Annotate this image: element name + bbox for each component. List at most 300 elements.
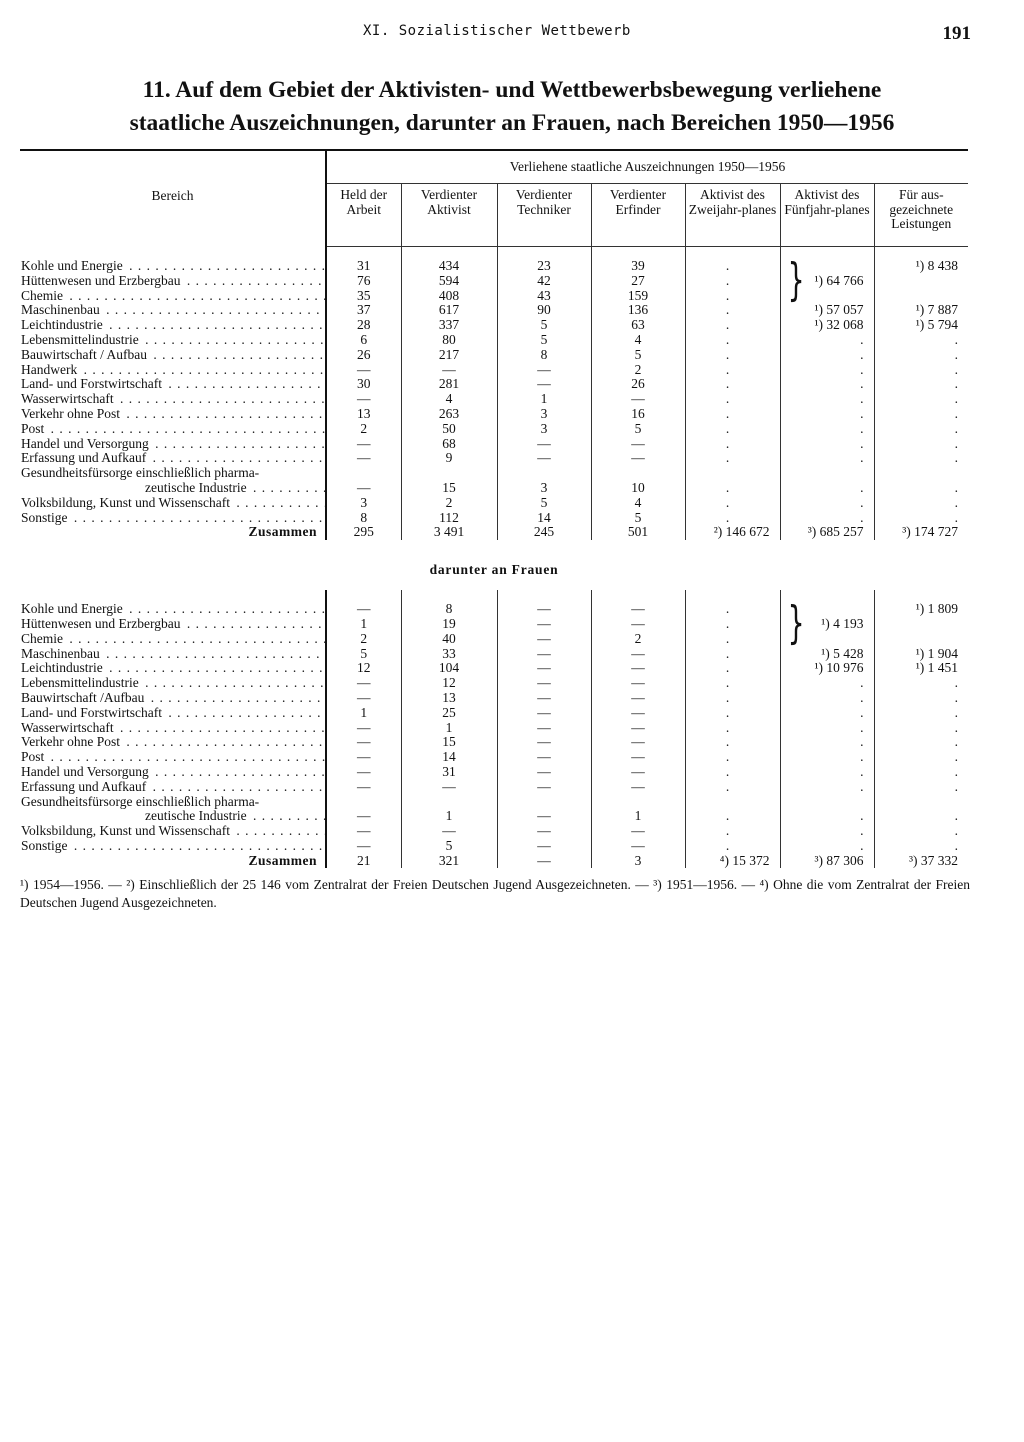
table-cell: 3	[326, 496, 401, 511]
table-cell: —	[497, 617, 591, 632]
table-cell: 50	[401, 422, 497, 437]
column-header-bereich: Bereich	[20, 150, 326, 247]
table-cell: 63	[591, 318, 685, 333]
total-cell: 3 491	[401, 525, 497, 540]
table-cell	[874, 795, 968, 810]
table-cell: —	[497, 451, 591, 466]
table-cell: —	[326, 765, 401, 780]
table-cell: 19	[401, 617, 497, 632]
table-cell: .	[780, 780, 874, 795]
table-cell: .	[780, 437, 874, 452]
table-cell: 6	[326, 333, 401, 348]
table-cell: 80	[401, 333, 497, 348]
table-row	[20, 647, 968, 662]
row-label: Kohle und Energie . . .	[20, 259, 326, 274]
total-cell: ³) 87 306	[780, 854, 874, 869]
table-cell: —	[326, 780, 401, 795]
table-cell: —	[591, 706, 685, 721]
table-cell: —	[591, 602, 685, 617]
table-cell: 12	[326, 661, 401, 676]
table-cell: 27	[591, 274, 685, 289]
row-label: Lebensmittelindustrie . . .	[20, 333, 326, 348]
total-cell: —	[497, 854, 591, 869]
table-cell: —	[326, 839, 401, 854]
table-title-line1: 11. Auf dem Gebiet der Aktivisten- und Wettbewerbsbewegung verliehene	[142, 77, 882, 103]
table-cell: .	[874, 809, 968, 824]
group-header: Verliehene staatliche Auszeichnungen 1950—1956	[326, 150, 968, 184]
table-cell: 33	[401, 647, 497, 662]
table-cell: ¹) 1 904	[874, 647, 968, 662]
table-cell: —	[497, 661, 591, 676]
table-cell: .	[685, 496, 780, 511]
row-label: zeutische Industrie . . .	[20, 809, 326, 824]
table-cell: .	[685, 333, 780, 348]
row-label: Land- und Forstwirtschaft . . .	[20, 706, 326, 721]
table-cell	[685, 466, 780, 481]
table-row	[20, 348, 968, 363]
table-cell: —	[497, 721, 591, 736]
table-cell: —	[401, 780, 497, 795]
table-cell: 25	[401, 706, 497, 721]
table-cell: .	[874, 377, 968, 392]
table-cell: .	[780, 348, 874, 363]
total-row	[20, 525, 968, 540]
row-label: Erfassung und Aufkauf . . .	[20, 780, 326, 795]
total-cell: ²) 146 672	[685, 525, 780, 540]
table-cell: .	[685, 303, 780, 318]
table-cell: 3	[497, 481, 591, 496]
table-cell: .	[874, 735, 968, 750]
table-cell: .	[685, 809, 780, 824]
table-cell: —	[591, 824, 685, 839]
table-cell: ¹) 4 193	[780, 617, 874, 632]
table-cell: —	[591, 676, 685, 691]
table-row	[20, 617, 968, 632]
row-label: Verkehr ohne Post . . .	[20, 735, 326, 750]
table-cell: 1	[591, 809, 685, 824]
table-cell: 30	[326, 377, 401, 392]
table-row	[20, 632, 968, 647]
table-cell: —	[497, 602, 591, 617]
row-label: Land- und Forstwirtschaft . . .	[20, 377, 326, 392]
table-cell	[326, 466, 401, 481]
row-label: Verkehr ohne Post . . .	[20, 407, 326, 422]
row-label: Volksbildung, Kunst und Wissenschaft . . .	[20, 824, 326, 839]
table-cell: .	[685, 363, 780, 378]
table-cell	[497, 466, 591, 481]
table-title-line2: staatliche Auszeichnungen, darunter an Frauen, nach Bereichen 1950—1956	[129, 110, 895, 136]
row-label: Leichtindustrie . . .	[20, 318, 326, 333]
table-body-women	[20, 590, 968, 868]
table-cell: .	[780, 481, 874, 496]
table-cell: .	[685, 511, 780, 526]
row-label: Maschinenbau . . .	[20, 303, 326, 318]
table-cell: .	[685, 407, 780, 422]
table-cell: .	[685, 661, 780, 676]
table-cell: 2	[591, 363, 685, 378]
table-row	[20, 274, 968, 289]
table-cell: .	[780, 363, 874, 378]
table-cell: 2	[401, 496, 497, 511]
table-cell: .	[685, 706, 780, 721]
table-cell: —	[591, 721, 685, 736]
table-cell	[780, 795, 874, 810]
table-cell: —	[497, 437, 591, 452]
grouping-brace: }	[787, 598, 805, 650]
table-cell: 39	[591, 259, 685, 274]
table-cell	[874, 617, 968, 632]
table-row	[20, 780, 968, 795]
table-cell: —	[497, 676, 591, 691]
table-cell: ¹) 1 451	[874, 661, 968, 676]
table-cell: 263	[401, 407, 497, 422]
table-cell: 42	[497, 274, 591, 289]
table-cell: .	[874, 363, 968, 378]
table-cell: —	[326, 602, 401, 617]
table-cell: .	[780, 496, 874, 511]
table-cell: .	[685, 348, 780, 363]
subheading-women: darunter an Frauen	[429, 561, 559, 577]
table-cell: .	[685, 691, 780, 706]
table-cell	[874, 289, 968, 304]
table-cell: .	[685, 422, 780, 437]
table-cell: —	[326, 451, 401, 466]
row-label: Wasserwirtschaft . . .	[20, 721, 326, 736]
table-cell: .	[874, 676, 968, 691]
table-cell: 281	[401, 377, 497, 392]
table-cell: —	[591, 661, 685, 676]
table-cell: .	[874, 407, 968, 422]
table-cell: 28	[326, 318, 401, 333]
table-cell: —	[591, 735, 685, 750]
table-cell: 5	[497, 496, 591, 511]
table-cell: 617	[401, 303, 497, 318]
table-cell: .	[685, 839, 780, 854]
row-label: Bauwirtschaft /Aufbau . . .	[20, 691, 326, 706]
table-cell: .	[874, 780, 968, 795]
table-cell: —	[497, 735, 591, 750]
grouping-brace: }	[787, 255, 805, 306]
table-cell: 104	[401, 661, 497, 676]
table-row	[20, 750, 968, 765]
footnotes: ¹) 1954—1956. — ²) Einschließlich der 25 146 vom Zentralrat der Freien Deutschen Jugend Ausgezeichneten. — ³) 1951—1956. — ⁴) Ohne die vom Zentralrat der Freien Deutschen Jugend Ausgezeichneten.	[20, 877, 970, 910]
table-cell: 1	[326, 706, 401, 721]
table-cell	[591, 795, 685, 810]
row-label: Wasserwirtschaft . . .	[20, 392, 326, 407]
table-cell: .	[685, 632, 780, 647]
table-cell	[874, 274, 968, 289]
table-cell: —	[497, 809, 591, 824]
table-cell: ¹) 32 068	[780, 318, 874, 333]
table-cell: .	[685, 392, 780, 407]
row-label: Post . . .	[20, 422, 326, 437]
table-cell: ¹) 1 809	[874, 602, 968, 617]
table-row	[20, 377, 968, 392]
row-label: Lebensmittelindustrie . . .	[20, 676, 326, 691]
table-cell: .	[685, 602, 780, 617]
total-row	[20, 854, 968, 869]
table-row	[20, 318, 968, 333]
row-label: Bauwirtschaft / Aufbau . . .	[20, 348, 326, 363]
column-header: Aktivist des Fünfjahr-planes	[780, 184, 874, 247]
table-cell: —	[591, 647, 685, 662]
table-row	[20, 839, 968, 854]
table-cell: —	[326, 809, 401, 824]
table-cell: .	[874, 691, 968, 706]
table-cell: —	[326, 392, 401, 407]
table-cell: 2	[326, 632, 401, 647]
table-cell: ¹) 57 057	[780, 303, 874, 318]
awards-table	[20, 149, 968, 868]
table-cell: .	[874, 824, 968, 839]
table-cell: 337	[401, 318, 497, 333]
table-cell: —	[401, 363, 497, 378]
table-cell: .	[685, 647, 780, 662]
table-cell: 14	[401, 750, 497, 765]
table-cell: 5	[591, 422, 685, 437]
table-cell: —	[497, 691, 591, 706]
table-row	[20, 511, 968, 526]
table-cell: .	[685, 451, 780, 466]
column-header: Verdienter Techniker	[497, 184, 591, 247]
table-row	[20, 481, 968, 496]
table-cell: 13	[401, 691, 497, 706]
table-row	[20, 259, 968, 274]
table-cell: 3	[497, 407, 591, 422]
table-cell: .	[780, 511, 874, 526]
table-cell: —	[591, 750, 685, 765]
table-cell: .	[685, 750, 780, 765]
table-cell: —	[497, 780, 591, 795]
table-cell: 31	[326, 259, 401, 274]
table-cell: 5	[591, 348, 685, 363]
table-cell: 2	[326, 422, 401, 437]
total-cell: 321	[401, 854, 497, 869]
table-cell: 1	[497, 392, 591, 407]
table-cell: .	[685, 437, 780, 452]
table-cell: 1	[401, 809, 497, 824]
row-label: Volksbildung, Kunst und Wissenschaft . . .	[20, 496, 326, 511]
row-label: Sonstige . . .	[20, 839, 326, 854]
table-cell: .	[780, 824, 874, 839]
total-cell: ³) 685 257	[780, 525, 874, 540]
table-row	[20, 676, 968, 691]
table-cell	[326, 795, 401, 810]
table-cell: 159	[591, 289, 685, 304]
table-row	[20, 422, 968, 437]
table-row	[20, 289, 968, 304]
table-cell: —	[401, 824, 497, 839]
table-cell: .	[685, 274, 780, 289]
table-cell: .	[780, 377, 874, 392]
table-cell: 5	[497, 318, 591, 333]
table-cell: .	[874, 333, 968, 348]
table-cell: .	[780, 422, 874, 437]
row-label: Hüttenwesen und Erzbergbau . . .	[20, 617, 326, 632]
total-cell: 501	[591, 525, 685, 540]
table-row	[20, 602, 968, 617]
table-cell: 23	[497, 259, 591, 274]
page-number: 191	[942, 23, 971, 44]
table-cell	[401, 466, 497, 481]
row-label: Chemie . . .	[20, 632, 326, 647]
row-label: zeutische Industrie . . .	[20, 481, 326, 496]
table-cell	[497, 795, 591, 810]
total-cell: 295	[326, 525, 401, 540]
total-label: Zusammen	[248, 853, 317, 868]
table-cell: .	[780, 691, 874, 706]
table-cell: 408	[401, 289, 497, 304]
total-cell: ³) 174 727	[874, 525, 968, 540]
table-cell: 5	[591, 511, 685, 526]
table-cell: .	[780, 333, 874, 348]
total-cell: ⁴) 15 372	[685, 854, 780, 869]
table-cell	[685, 795, 780, 810]
table-row	[20, 496, 968, 511]
table-cell: .	[874, 839, 968, 854]
table-cell: —	[326, 437, 401, 452]
table-cell: .	[780, 676, 874, 691]
table-cell: 2	[591, 632, 685, 647]
table-cell: —	[591, 765, 685, 780]
subheading-section	[20, 540, 968, 590]
column-header: Verdienter Aktivist	[401, 184, 497, 247]
section-title: XI. Sozialistischer Wettbewerb	[363, 23, 631, 39]
table-cell: —	[497, 632, 591, 647]
table-cell: 13	[326, 407, 401, 422]
table-cell: .	[874, 451, 968, 466]
table-cell: ¹) 64 766	[780, 274, 874, 289]
table-row	[20, 824, 968, 839]
table-cell	[780, 466, 874, 481]
table-cell: .	[780, 407, 874, 422]
table-cell: .	[780, 392, 874, 407]
table-cell: —	[326, 691, 401, 706]
table-cell: .	[780, 721, 874, 736]
table-cell: ¹) 7 887	[874, 303, 968, 318]
table-cell: .	[780, 839, 874, 854]
table-cell: —	[591, 691, 685, 706]
table-cell: —	[326, 721, 401, 736]
table-cell: 1	[401, 721, 497, 736]
table-cell: 4	[591, 496, 685, 511]
page-header	[0, 23, 1024, 47]
table-cell: 90	[497, 303, 591, 318]
table-cell: .	[685, 318, 780, 333]
table-cell: .	[685, 780, 780, 795]
row-label: Handwerk . . .	[20, 363, 326, 378]
table-cell: .	[780, 706, 874, 721]
table-cell: —	[326, 481, 401, 496]
table-cell: —	[326, 363, 401, 378]
table-row	[20, 765, 968, 780]
table-row	[20, 691, 968, 706]
table-cell: .	[780, 735, 874, 750]
table-cell: 8	[326, 511, 401, 526]
column-header: Aktivist des Zweijahr-planes	[685, 184, 780, 247]
table-cell: 5	[497, 333, 591, 348]
table-cell: .	[685, 481, 780, 496]
row-label: Handel und Versorgung . . .	[20, 437, 326, 452]
table-cell: —	[591, 451, 685, 466]
table-cell: .	[874, 422, 968, 437]
table-cell: 3	[497, 422, 591, 437]
table-cell: 217	[401, 348, 497, 363]
table-cell: —	[497, 824, 591, 839]
table-cell: —	[497, 706, 591, 721]
row-label: Post . . .	[20, 750, 326, 765]
table-cell: 43	[497, 289, 591, 304]
table-cell: —	[497, 839, 591, 854]
table-cell: 5	[326, 647, 401, 662]
table-cell: 8	[401, 602, 497, 617]
table-cell: .	[780, 809, 874, 824]
table-cell: .	[780, 451, 874, 466]
table-row	[20, 661, 968, 676]
total-cell: 21	[326, 854, 401, 869]
table-cell: .	[874, 511, 968, 526]
table-cell: .	[685, 676, 780, 691]
table-cell: 112	[401, 511, 497, 526]
table-cell: 40	[401, 632, 497, 647]
table-cell: .	[874, 392, 968, 407]
row-label: Erfassung und Aufkauf . . .	[20, 451, 326, 466]
table-cell: —	[497, 363, 591, 378]
row-label: Gesundheitsfürsorge einschließlich pharma-	[21, 794, 260, 809]
table-cell: .	[874, 437, 968, 452]
table-row	[20, 437, 968, 452]
table-row	[20, 721, 968, 736]
table-row	[20, 809, 968, 824]
table-cell: .	[780, 765, 874, 780]
table-cell: ¹) 5 428	[780, 647, 874, 662]
table-cell	[591, 466, 685, 481]
table-row	[20, 303, 968, 318]
table-cell: .	[685, 377, 780, 392]
row-label: Leichtindustrie . . .	[20, 661, 326, 676]
table-cell	[874, 632, 968, 647]
table-cell: —	[591, 437, 685, 452]
table-cell: .	[685, 289, 780, 304]
table-cell: .	[685, 617, 780, 632]
table-cell: .	[685, 824, 780, 839]
table-cell: 76	[326, 274, 401, 289]
table-cell: —	[497, 750, 591, 765]
row-label: Chemie . . .	[20, 289, 326, 304]
table-cell: 1	[326, 617, 401, 632]
row-label: Gesundheitsfürsorge einschließlich pharma-	[21, 466, 260, 481]
table-cell: 12	[401, 676, 497, 691]
row-label: Maschinenbau . . .	[20, 647, 326, 662]
table-cell: 10	[591, 481, 685, 496]
table-cell: 26	[591, 377, 685, 392]
table-cell: 4	[591, 333, 685, 348]
table-cell: 37	[326, 303, 401, 318]
table-cell: .	[874, 496, 968, 511]
table-row	[20, 333, 968, 348]
table-cell: 26	[326, 348, 401, 363]
table-cell: 14	[497, 511, 591, 526]
row-label: Sonstige . . .	[20, 511, 326, 526]
total-label: Zusammen	[248, 525, 317, 540]
table-cell: 4	[401, 392, 497, 407]
table-cell: 15	[401, 481, 497, 496]
table-row	[20, 795, 968, 810]
column-header: Für aus-gezeichnete Leistungen	[874, 184, 968, 247]
table-cell: .	[780, 750, 874, 765]
table-cell: 35	[326, 289, 401, 304]
table-cell: 15	[401, 735, 497, 750]
